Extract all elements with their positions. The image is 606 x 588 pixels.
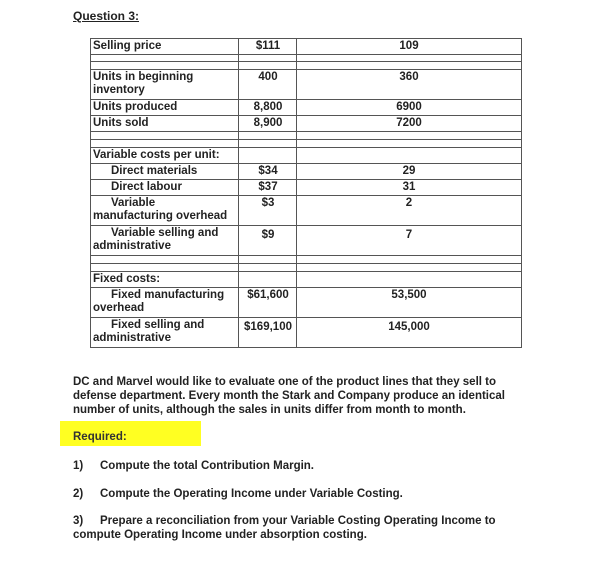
task-item	[73, 459, 314, 473]
scenario-line: defense department. Every month the Stark and Company produce an identical	[73, 390, 505, 402]
variable-selling-admin-label-line1: Variable selling and	[111, 227, 219, 239]
table-rule	[91, 263, 521, 264]
task-text: Prepare a reconciliation from your Variable Costing Operating Income to	[100, 515, 496, 527]
beginning-inventory-col2: 360	[399, 71, 419, 83]
table-rule	[91, 54, 521, 55]
task-text: Compute the Operating Income under Variable Costing.	[100, 488, 403, 500]
beginning-inventory-col1: 400	[258, 71, 278, 83]
table-rule	[91, 147, 521, 148]
units-produced-col1: 8,800	[253, 101, 283, 113]
cost-data-table	[90, 38, 522, 348]
task-item	[73, 514, 496, 528]
table-rule	[91, 195, 521, 196]
table-rule	[91, 99, 521, 100]
units-produced-col2: 6900	[396, 101, 422, 113]
fixed-mfg-overhead-col2: 53,500	[391, 289, 427, 301]
variable-mfg-overhead-col1: $3	[261, 197, 275, 209]
beginning-inventory-label: Units in beginning inventory	[93, 71, 194, 96]
variable-mfg-overhead-col2: 2	[405, 197, 413, 209]
direct-materials-label: Direct materials	[111, 165, 198, 177]
fixed-selling-admin-label-line2: administrative	[93, 332, 171, 344]
direct-labour-col1: $37	[258, 181, 278, 193]
variable-mfg-overhead-label-line1: Variable	[111, 197, 156, 209]
table-rule	[91, 287, 521, 288]
direct-materials-col2: 29	[402, 165, 416, 177]
fixed-selling-admin-label-line1: Fixed selling and	[111, 319, 205, 331]
task-number: 1)	[73, 460, 84, 472]
table-rule	[91, 179, 521, 180]
table-rule	[91, 115, 521, 116]
fixed-selling-admin-col1: $169,100	[244, 321, 292, 333]
question-title: Question 3:	[73, 9, 140, 23]
units-sold-col2: 7200	[396, 117, 422, 129]
table-rule	[91, 255, 521, 256]
table-rule	[91, 131, 521, 132]
variable-selling-admin-col2: 7	[405, 229, 413, 241]
variable-selling-admin-col1: $9	[261, 229, 275, 241]
fixed-mfg-overhead-label-line1: Fixed manufacturing	[111, 289, 225, 301]
selling-price-col1: $111	[255, 40, 281, 52]
scenario-line: DC and Marvel would like to evaluate one of the product lines that they sell to	[73, 376, 497, 388]
direct-labour-col2: 31	[402, 181, 416, 193]
direct-materials-col1: $34	[258, 165, 278, 177]
fixed-mfg-overhead-label-line2: overhead	[93, 302, 145, 314]
fixed-selling-admin-col2: 145,000	[388, 321, 430, 333]
table-rule	[91, 317, 521, 318]
selling-price-col2: 109	[399, 40, 419, 52]
scenario-line: number of units, although the sales in units differ from month to month.	[73, 404, 466, 416]
direct-labour-label: Direct labour	[111, 181, 182, 193]
selling-price-label: Selling price	[93, 40, 162, 52]
task-item	[73, 487, 403, 501]
variable-mfg-overhead-label-line2: manufacturing overhead	[93, 210, 228, 222]
units-sold-label: Units sold	[93, 117, 149, 129]
table-rule	[91, 163, 521, 164]
task-number: 3)	[73, 515, 84, 527]
table-rule	[91, 61, 521, 62]
table-rule	[91, 225, 521, 226]
fixed-costs-heading: Fixed costs:	[93, 273, 161, 285]
task-item-continuation: compute Operating Income under absorption costing.	[73, 529, 367, 541]
units-sold-col1: 8,900	[253, 117, 283, 129]
required-label: Required:	[73, 431, 127, 443]
task-number: 2)	[73, 488, 84, 500]
task-text: Compute the total Contribution Margin.	[100, 460, 315, 472]
table-rule	[91, 69, 521, 70]
variable-costs-heading: Variable costs per unit:	[93, 149, 220, 161]
units-produced-label: Units produced	[93, 101, 178, 113]
scenario-paragraph	[73, 375, 523, 417]
fixed-mfg-overhead-col1: $61,600	[247, 289, 289, 301]
table-rule	[91, 139, 521, 140]
table-rule	[91, 271, 521, 272]
variable-selling-admin-label-line2: administrative	[93, 240, 171, 252]
